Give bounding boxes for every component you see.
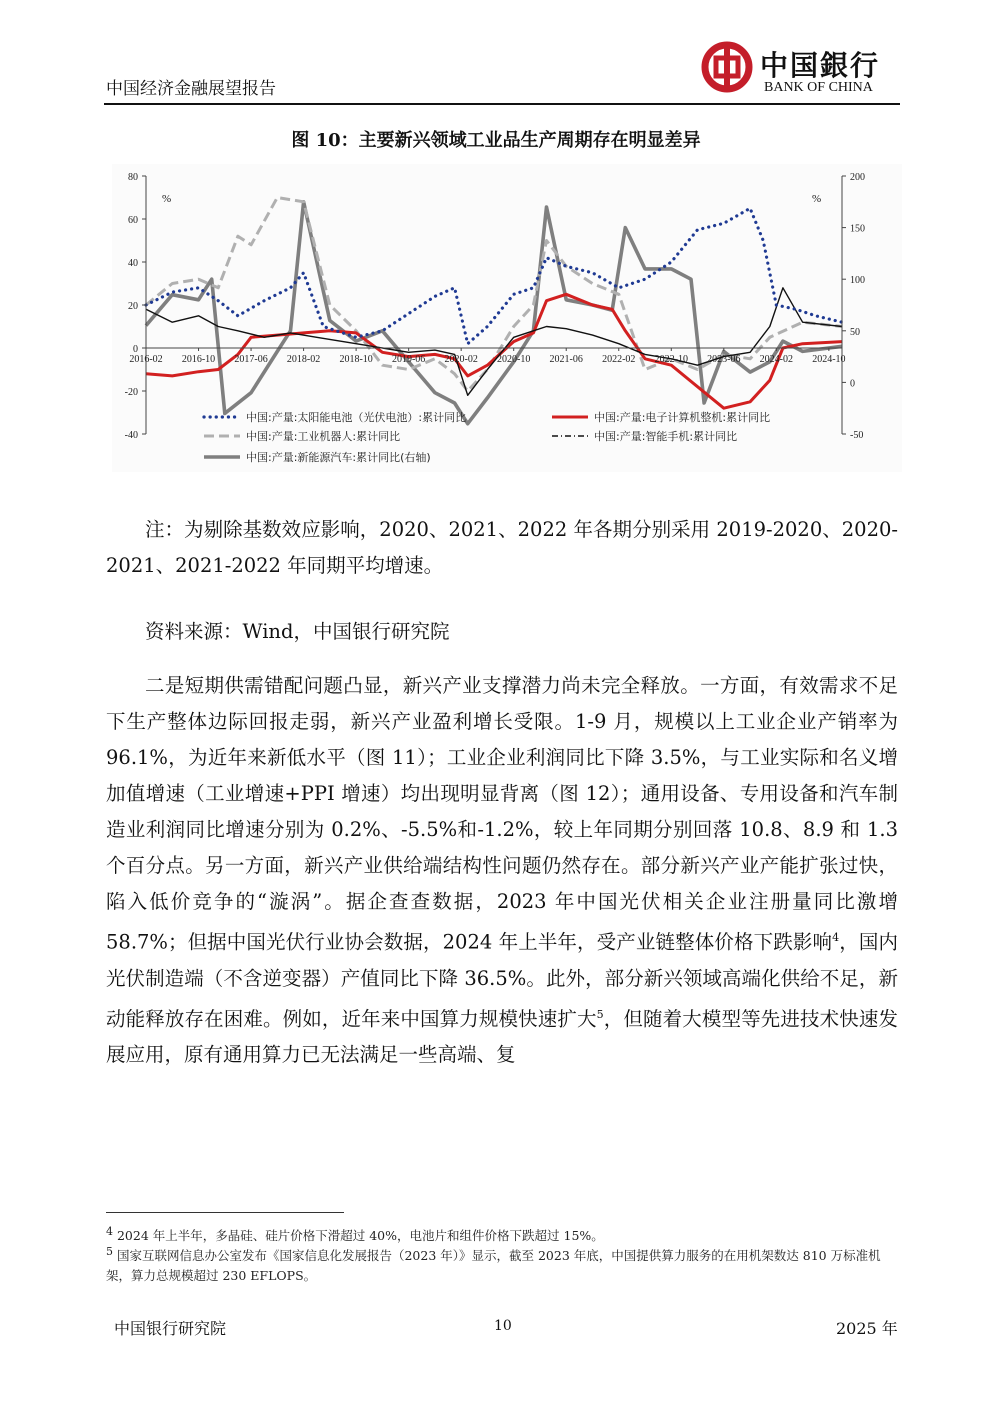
legend-label: 中国:产量:工业机器人:累计同比 bbox=[246, 430, 401, 443]
body-text-1: 二是短期供需错配问题凸显，新兴产业支撑潜力尚未完全释放。一方面，有效需求不足下生产整体边际回报走弱，新兴产业盈利增长受限。1-9 月，规模以上工业企业产销率为 96.1%，为近年来新低水平（图 11）；工业企业利润同比下降 3.5%，与工业实际和名义增加值增速（工业增速+PPI 增速）均出现明显背离（图 12）；通用设备、专用设备和汽车制造业利润同比增速分别为 0.2%、-5.5%和-1.2%，较上年同期分别回落 10.8、8.9 和 1.3 个百分点。另一方面，新兴产业供给端结构性问题仍然存在。部分新兴产业产能扩张过快，陷入低价竞争的“漩涡”。据企查查数据，2023 年中国光伏相关企业注册量同比激增 58.7%；但据中国光伏行业协会数据，2024 年上半年，受产业链整体价格下跌影响 bbox=[106, 674, 898, 954]
x-tick-label: 2016-02 bbox=[129, 354, 163, 365]
left-tick-label: 40 bbox=[128, 258, 138, 269]
figure-note: 注：为剔除基数效应影响，2020、2021、2022 年各期分别采用 2019-2020、2020-2021、2021-2022 年同期平均增速。 bbox=[106, 518, 898, 577]
bank-logo bbox=[698, 40, 908, 100]
x-tick-label: 2022-10 bbox=[654, 354, 688, 365]
footnote-ref-5[interactable]: 5 bbox=[596, 1007, 604, 1021]
report-title: 中国经济金融展望报告 bbox=[106, 79, 276, 99]
bank-logo-cn: 中国銀行 bbox=[760, 49, 881, 82]
left-tick-label: 80 bbox=[128, 172, 138, 183]
right-tick-label: 50 bbox=[850, 326, 860, 338]
footer-org: 中国银行研究院 bbox=[114, 1319, 227, 1338]
bank-logo-en: BANK OF CHINA bbox=[764, 80, 873, 95]
right-tick-label: 100 bbox=[850, 275, 865, 287]
x-tick-label: 2023-06 bbox=[707, 354, 741, 365]
figure-title: 图 10：主要新兴领域工业品生产周期存在明显差异 bbox=[291, 130, 701, 151]
bank-logo-icon bbox=[700, 40, 754, 94]
x-tick-label: 2018-02 bbox=[286, 354, 321, 365]
body-paragraph bbox=[106, 668, 898, 1073]
left-tick-label: 0 bbox=[133, 344, 138, 355]
left-tick-label: -20 bbox=[124, 387, 138, 398]
x-tick-label: 2024-02 bbox=[759, 354, 794, 365]
left-tick-label: 60 bbox=[128, 215, 138, 226]
chart-background bbox=[112, 164, 902, 472]
footnote-text: 国家互联网信息办公室发布《国家信息化发展报告（2023 年）》显示，截至 2023 年底，中国提供算力服务的在用机架数达 810 万标准机架，算力总规模超过 230 EFLOPS。 bbox=[106, 1248, 881, 1284]
footnote-text: 2024 年上半年，多晶硅、硅片价格下滑超过 40%，电池片和组件价格下跌超过 15%。 bbox=[113, 1228, 604, 1244]
x-tick-label: 2016-10 bbox=[181, 354, 216, 365]
x-tick-label: 2024-10 bbox=[812, 354, 846, 365]
legend-label: 中国:产量:新能源汽车:累计同比(右轴) bbox=[246, 451, 431, 464]
x-tick-label: 2019-06 bbox=[391, 354, 426, 365]
x-tick-label: 2020-10 bbox=[497, 354, 531, 365]
right-tick-label: -50 bbox=[850, 430, 864, 441]
x-tick-label: 2018-10 bbox=[339, 354, 373, 365]
x-tick-label: 2021-06 bbox=[549, 354, 583, 365]
line-chart bbox=[112, 164, 902, 472]
figure-source: 资料来源：Wind，中国银行研究院 bbox=[145, 620, 450, 643]
x-tick-label: 2022-02 bbox=[602, 354, 636, 365]
legend-label: 中国:产量:电子计算机整机:累计同比 bbox=[594, 411, 771, 424]
right-tick-label: 150 bbox=[850, 223, 865, 235]
left-tick-label: -40 bbox=[124, 430, 138, 441]
footnote-5 bbox=[106, 1242, 898, 1286]
footnote-rule bbox=[106, 1212, 344, 1213]
right-tick-label: 0 bbox=[850, 378, 855, 390]
left-axis-unit: % bbox=[162, 193, 172, 205]
left-tick-label: 20 bbox=[128, 301, 138, 312]
x-tick-label: 2020-02 bbox=[444, 354, 478, 365]
right-axis-unit: % bbox=[812, 193, 822, 205]
footnote-mark: 5 bbox=[106, 1245, 113, 1258]
footnote-ref-4[interactable]: 4 bbox=[832, 931, 840, 944]
body-text-2: ，国内光伏制造端（不含逆变器）产值同比下降 36.5%。此外，部分新兴领域高端化供给不足，新动能释放存在困难。例如，近年来中国算力规模快速扩大 bbox=[106, 930, 898, 1030]
legend-label: 中国:产量:太阳能电池（光伏电池）:累计同比 bbox=[246, 411, 467, 424]
header-rule bbox=[104, 103, 900, 105]
x-tick-label: 2017-06 bbox=[234, 354, 268, 365]
legend-label: 中国:产量:智能手机:累计同比 bbox=[594, 430, 738, 443]
body-text-3: ，但随着大模型等先进技术快速发展应用，原有通用算力已无法满足一些高端、复 bbox=[106, 1007, 898, 1066]
footer-year: 2025 年 bbox=[836, 1319, 898, 1338]
footnote-mark: 4 bbox=[106, 1225, 113, 1238]
right-tick-label: 200 bbox=[850, 172, 865, 183]
page-number: 10 bbox=[494, 1318, 512, 1334]
